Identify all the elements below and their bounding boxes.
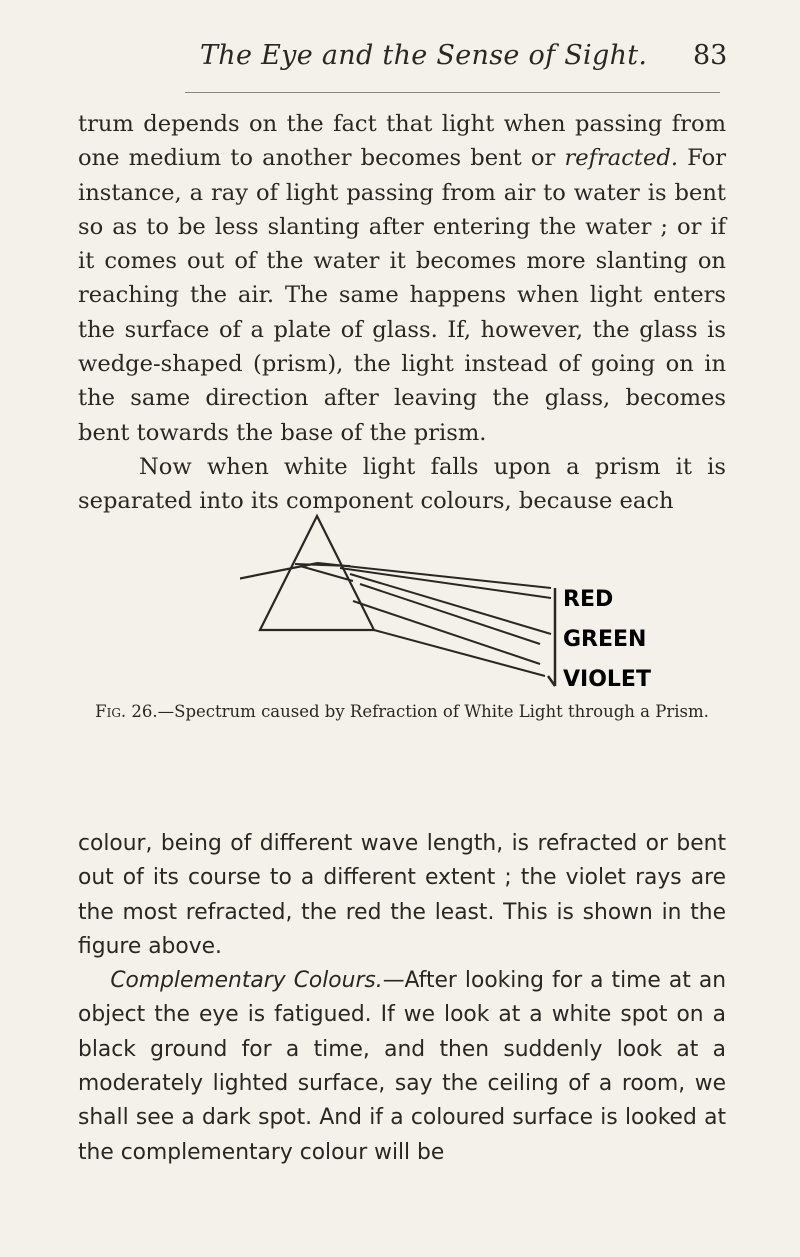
section-heading: Complementary Colours.: [110, 968, 383, 994]
ray: [340, 568, 551, 598]
prism-triangle: [260, 516, 374, 630]
caption-label: Fig. 26.: [95, 702, 158, 721]
emphasis-refracted: refracted.: [564, 145, 679, 172]
paragraph-text: —After looking for a time at an object the eye is fatigued. If we look at a white spot on a black ground for a time, and then suddenly look at a moderately lighted surface, say the ceiling of a room, we shall see a dark spot. And if a coloured surface is looked at the complementary colour will be: [78, 968, 727, 1165]
paragraph-refraction: [78, 107, 726, 519]
figure-caption: [78, 700, 726, 723]
header-rule: [185, 92, 720, 93]
incoming-light-ray: [240, 563, 318, 584]
label-violet: VIOLET: [563, 667, 651, 692]
prism-spectrum-figure: [240, 506, 740, 706]
paragraph-text: colour, being of different wave length, is refracted or bent out of its course to a different extent ; the violet rays are the most refracted, the red the least. This is shown in the figure above.: [78, 831, 726, 959]
page-header: [0, 40, 800, 80]
running-title: The Eye and the Sense of Sight.: [200, 40, 648, 71]
paragraph-complementary: [78, 827, 726, 1170]
paragraph-text: For instance, a ray of light passing from air to water is bent so as to be less slanting after entering the water ; or if it comes out of the water it becomes more slanting on reaching the air. The same happens when light enters the surface of a plate of glass. If, however, the glass is wedge-shaped (prism), the light instead of going on in the same direction after leaving the glass, becomes bent towards the base of the prism.: [78, 145, 727, 446]
label-red: RED: [563, 587, 614, 612]
paragraph-text: Now when white light falls upon a prism it is separated into its component colours, because each: [78, 453, 726, 515]
page-number: 83: [693, 40, 728, 71]
paragraph-text: trum depends on the fact that light when passing from one medium to another becomes bent or: [78, 111, 726, 172]
caption-text: —Spectrum caused by Refraction of White Light through a Prism.: [157, 702, 709, 721]
label-green: GREEN: [563, 627, 647, 652]
